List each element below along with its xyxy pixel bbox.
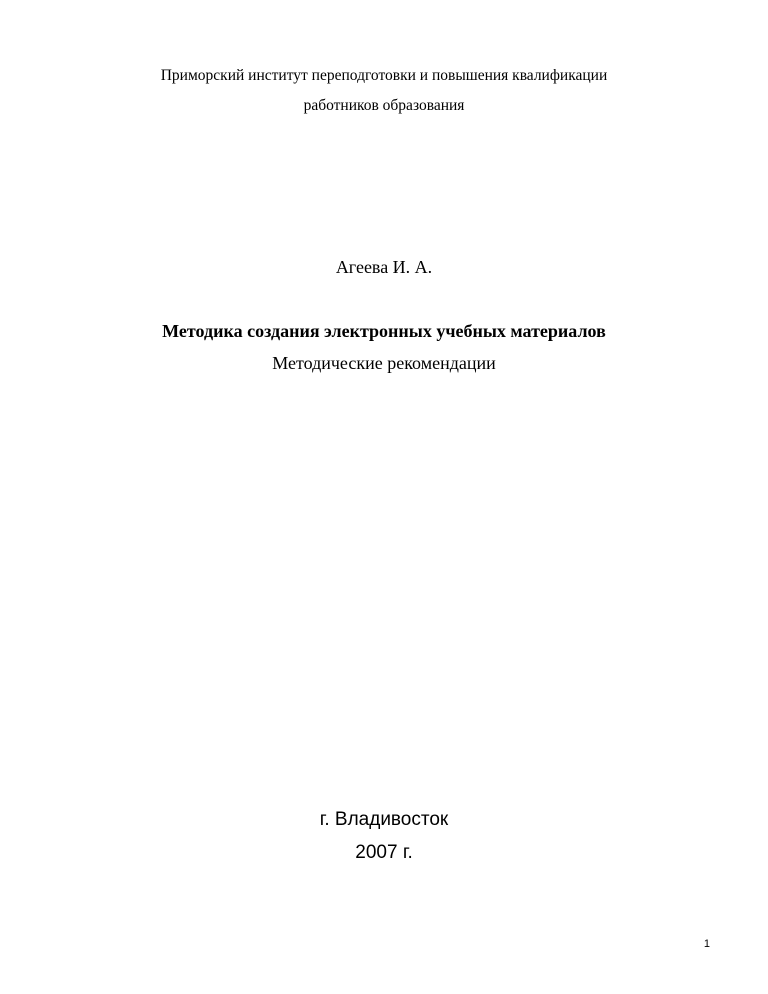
document-title: Методика создания электронных учебных материалов xyxy=(162,321,606,341)
author-name: Агеева И. А. xyxy=(335,257,433,277)
institute-name-line1: Приморский институт переподготовки и повышения квалификации xyxy=(160,67,608,84)
document-subtitle: Методические рекомендации xyxy=(272,353,496,373)
institute-name-line2: работников образования xyxy=(303,97,465,114)
publication-year: 2007 г. xyxy=(355,842,413,863)
page-number: 1 xyxy=(703,938,710,950)
publication-city: г. Владивосток xyxy=(319,809,449,830)
